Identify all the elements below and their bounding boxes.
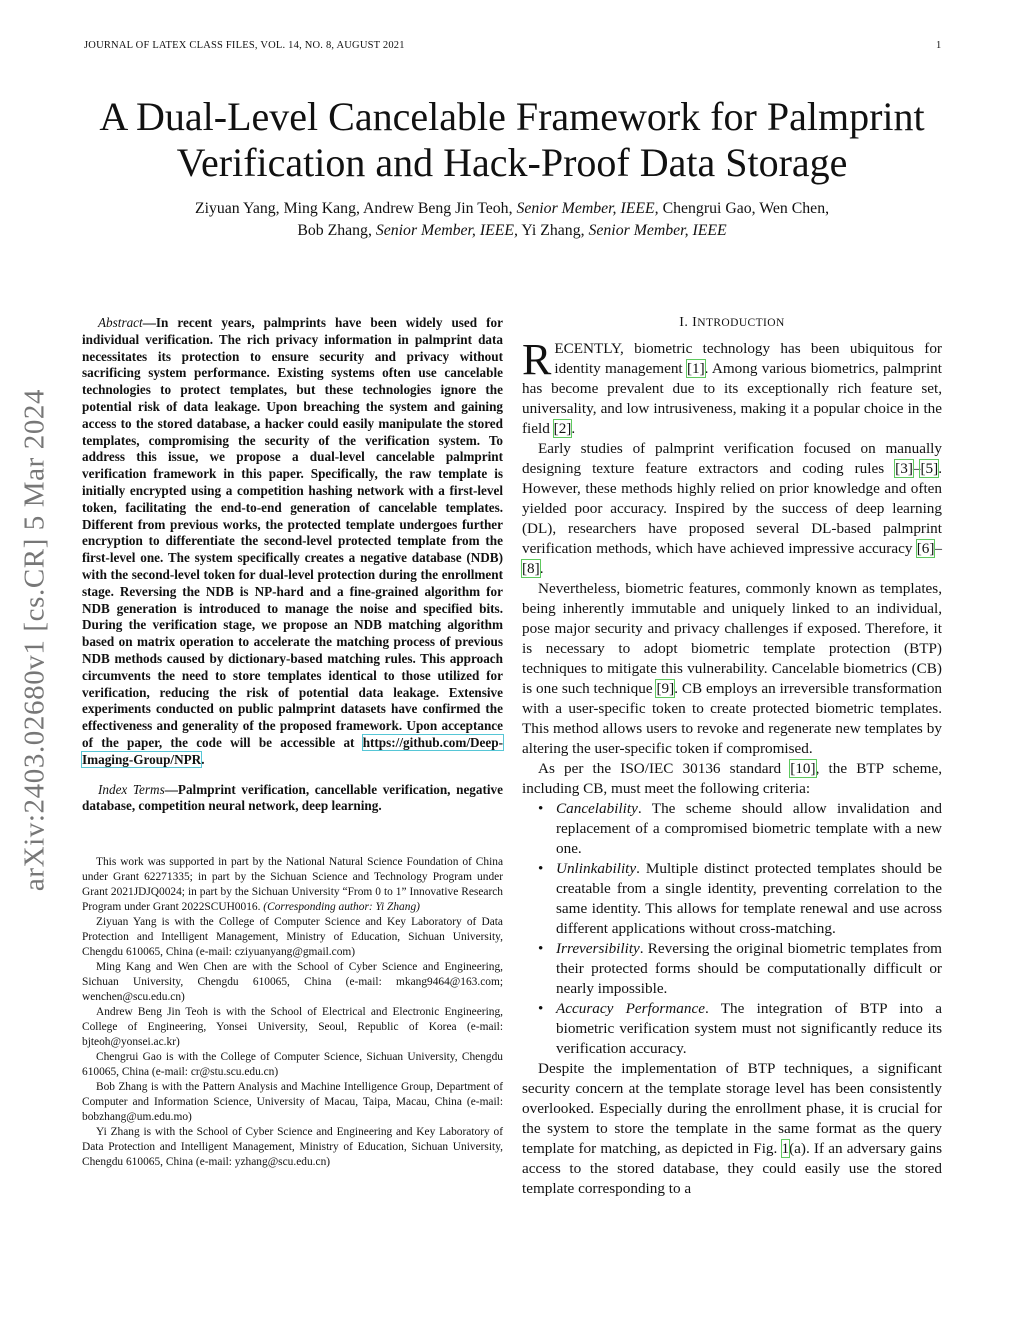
citation-dash: – [912,460,921,477]
footnote-affiliation: Ziyuan Yang is with the College of Computer Science and Key Laboratory of Data Protection and Intelligent Management, Ministry of Education, Sichuan University, Chengdu 610065, China (e-mail: cziyuanyang@gmail.com) [82,916,503,959]
citation-link[interactable]: [5] [920,460,939,477]
citation-link[interactable]: [3] [895,460,913,477]
author-list [80,198,944,242]
footnote-affiliation: Bob Zhang is with the Pattern Analysis and Machine Intelligence Group, Department of Computer and Information Science, University of Macau, Taipa, Macau, China (e-mail: bobzhang@um.edu.mo) [82,1081,503,1124]
paragraph-text: . CB employs an irreversible transformation with a user-specific token to create protected biometric templates. This method allows users to revoke and regenerate new templates by altering the user-specific token if compromised. [522,680,943,757]
intro-paragraph-2 [522,439,942,579]
criteria-list [522,799,942,1059]
criterion-text: . Reversing the original biometric templates from their protected forms should be computationally difficult or nearly impossible. [556,940,942,997]
index-terms [82,782,503,816]
intro-paragraph-5 [522,1059,942,1199]
paragraph-text: Nevertheless, biometric features, commonly known as templates, being inherently immutable and uniquely linked to an individual, pose major security and privacy challenges if exposed. Therefore, it is necessary to adopt biometric template protection (BTP) techniques to mitigate this vulnerability. Cancelable biometrics (CB) is one such technique [522,580,942,697]
arxiv-stamp: arXiv:2403.02680v1 [cs.CR] 5 Mar 2024 [18,388,51,892]
list-item [522,859,942,939]
citation-link[interactable]: [8] [522,560,540,577]
author-role: Senior Member, IEEE [588,222,727,239]
author-role: Senior Member, IEEE, [516,200,659,217]
bullet-icon: • [538,860,544,877]
paragraph-text: . However, these methods highly relied on prior knowledge and often yielded poor accuracy. Inspired by the success of deep learning (DL), researchers have proposed several DL-based palmprint verification methods, which have achieved impressive accuracy [522,460,942,557]
criterion-text: . The scheme should allow invalidation and replacement of a compromised biometric template with a new one. [556,800,942,857]
paragraph-text: . [571,420,576,437]
bullet-icon: • [538,940,544,957]
footnote-affiliation: Andrew Beng Jin Teoh is with the School of Electrical and Electronic Engineering, College of Engineering, Yonsei University, Seoul, Republic of Korea (e-mail: bjteoh@yonsei.ac.kr) [82,1006,503,1049]
citation-link[interactable]: [1] [686,360,705,377]
criterion-text: . The integration of BTP into a biometric verification system must not significantly reduce its verification accuracy. [556,1000,942,1057]
list-item [522,799,942,859]
paragraph-text: Early studies of palmprint verification focused on manually designing texture feature extractors and coding rules [522,440,942,477]
footnotes [82,855,503,1170]
corresponding-author: (Corresponding author: Yi Zhang) [263,901,420,914]
abstract-label: Abstract [98,315,143,330]
figure-link[interactable]: 1 [781,1140,790,1157]
section-heading [522,315,942,331]
intro-paragraph-1 [522,335,942,439]
criterion-term: Unlinkability [556,860,637,877]
criterion-term: Irreversibility [556,940,640,957]
intro-paragraph-4 [522,759,942,799]
section-title-rest: NTRODUCTION [697,317,785,329]
page-number: 1 [936,40,942,51]
footnote-affiliation: Yi Zhang is with the School of Cyber Science and Engineering and Key Laboratory of Data Protection and Intelligent Management, Ministry of Education, Sichuan University, Chengdu 610065, China (e-mail: yzhang@scu.edu.cn) [82,1126,503,1169]
citation-link[interactable]: [10] [790,760,816,777]
authors-part-2: Chengrui Gao, Wen Chen, [658,200,830,217]
left-column [82,315,503,1170]
paragraph-text: Despite the implementation of BTP techniques, a significant security concern at the template storage level has been consistently overlooked. Especially during the enrollment phase, it is crucial for the system to store the template in the same format as the query template for matching, as depicted in Fig. [522,1060,942,1157]
paragraph-text: ECENTLY, biometric technology has been ubiquitous for identity management [554,340,942,377]
abstract-end: . [201,751,205,767]
authors-part-4: Yi Zhang, [518,222,589,239]
paragraph-text: . [539,560,544,577]
citation-link[interactable]: [9] [656,680,675,697]
paragraph-text: As per the ISO/IEC 30136 standard [538,760,791,777]
intro-paragraph-3 [522,579,942,759]
list-item [522,999,942,1059]
authors-part-1: Ziyuan Yang, Ming Kang, Andrew Beng Jin Teoh, [194,200,517,217]
criterion-term: Accuracy Performance [556,1000,705,1017]
author-role: Senior Member, IEEE, [375,222,518,239]
right-column [522,315,942,1199]
abstract [82,315,503,769]
running-header: JOURNAL OF LATEX CLASS FILES, VOL. 14, NO. 8, AUGUST 2021 [84,40,405,51]
bullet-icon: • [538,800,544,817]
footnote-affiliation: Ming Kang and Wen Chen are with the School of Cyber Science and Engineering, Sichuan University, Chengdu 610065, China (e-mail: mkang9464@163.com; wenchen@scu.edu.cn) [82,961,503,1004]
code-link[interactable]: https://github.com/Deep-Imaging-Group/NPR [82,734,503,767]
section-title-initial: I [692,315,698,330]
drop-cap: R [522,335,552,384]
criterion-term: Cancelability [556,800,638,817]
paragraph-text: . Among various biometrics, palmprint has become prevalent due to its exceptionally rich feature set, universality, and low intrusiveness, making it a popular choice in the field [522,360,942,437]
authors-part-3: Bob Zhang, [297,222,376,239]
citation-link[interactable]: [2] [553,420,572,437]
footnote-funding [82,855,503,915]
footnote-affiliation: Chengrui Gao is with the College of Computer Science, Sichuan University, Chengdu 610065, China (e-mail: cr@stu.scu.edu.cn) [82,1051,503,1079]
paper-title: A Dual-Level Cancelable Framework for Palmprint Verification and Hack-Proof Data Storage [99,94,925,185]
index-terms-text: —Palmprint verification, cancellable verification, negative database, competition neural network, deep learning. [82,781,503,814]
index-terms-label: Index Terms [98,781,165,797]
bullet-icon: • [538,1000,544,1017]
paragraph-text: , the BTP scheme, including CB, must meet the following criteria: [522,760,942,797]
abstract-text: —In recent years, palmprints have been widely used for individual verification. The rich privacy information in palmprint data necessitates its protection to ensure security and privacy without sacrificing system performance. Existing systems often use cancelable technologies to protect templates, but these technologies ignore the potential risk of data leakage. Upon breaching the system and gaining access to the stored database, a hacker could easily manipulate the stored templates, compromising the security of the verification system. To address this issue, we propose a dual-level cancelable palmprint verification framework in this paper. Specifically, the raw template is initially encrypted using a competition hashing network with a first-level token, facilitating the end-to-end generation of cancelable templates. Different from previous works, the protected template undergoes further encryption to differentiate the second-level protected template from the first-level one. The system specifically creates a negative database (NDB) with the second-level token for dual-level protection during the enrollment stage. Reversing the NDB is NP-hard and a fine-grained algorithm for NDB generation is introduced to manage the noise and specified bits. During the verification stage, we propose an NDB matching algorithm based on matrix operation to accelerate the matching process of previous NDB methods caused by dictionary-based matching rules. This approach circumvents the need to store templates identical to those utilized for verification, reducing the risk of potential data leakage. Extensive experiments conducted on public palmprint datasets have confirmed the effectiveness and generality of the proposed framework. Upon acceptance of the paper, the code will be accessible at [82,315,503,750]
section-number: I. [679,315,693,330]
citation-dash: – [934,540,942,557]
paragraph-text: (a). If an adversary gains access to the stored database, they could easily use the stored template corresponding to a [522,1140,942,1197]
citation-link[interactable]: [6] [916,540,935,557]
list-item [522,939,942,999]
criterion-text: . Multiple distinct protected templates should be creatable from a single identity, preventing correlation to the same identity. This allows for template renewal and use across different applications without cross-matching. [556,860,942,937]
footnote-text: This work was supported in part by the National Natural Science Foundation of China under Grant 62271335; in part by the Sichuan Science and Technology Program under Grant 2021JDJQ0024; in part by the Sichuan University “From 0 to 1” Innovative Research Program under Grant 2022SCUH0016. [82,856,503,914]
